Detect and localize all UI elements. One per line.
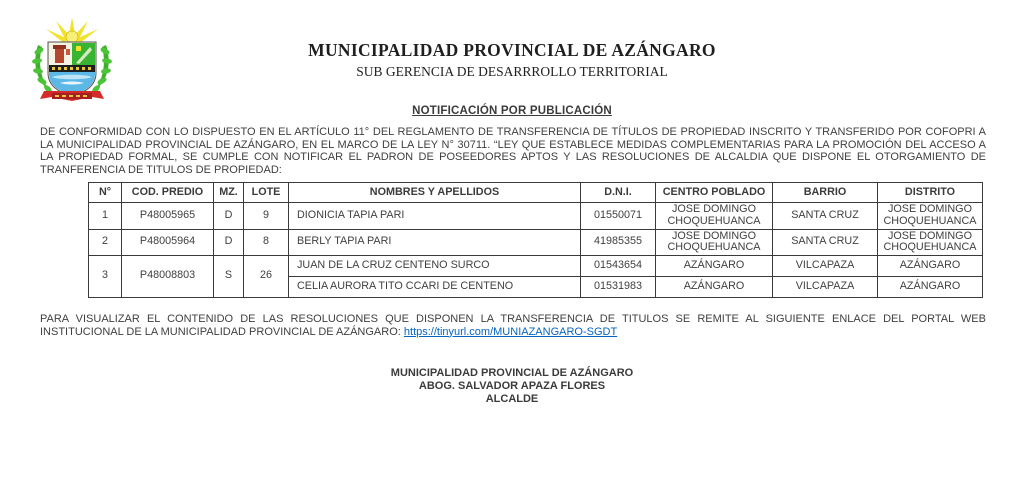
- col-header-cod-predio: COD. PREDIO: [122, 183, 214, 203]
- cell-lote: 26: [244, 255, 289, 297]
- signature-entity: MUNICIPALIDAD PROVINCIAL DE AZÁNGARO: [390, 367, 634, 380]
- document-header: [0, 0, 1024, 80]
- col-header-lote: LOTE: [244, 183, 289, 203]
- cell-nombre: CELIA AURORA TITO CCARI DE CENTENO: [289, 276, 581, 297]
- cell-barrio: SANTA CRUZ: [773, 203, 878, 229]
- cell-nombre: DIONICIA TAPIA PARI: [289, 203, 581, 229]
- col-header-barrio: BARRIO: [773, 183, 878, 203]
- cell-barrio: SANTA CRUZ: [773, 229, 878, 255]
- cell-lote: 9: [244, 203, 289, 229]
- table-row: [89, 229, 983, 255]
- cell-dni: 01550071: [581, 203, 656, 229]
- page-title: MUNICIPALIDAD PROVINCIAL DE AZÁNGARO: [308, 40, 716, 60]
- footer-paragraph: [40, 313, 986, 339]
- col-header-mz: MZ.: [214, 183, 244, 203]
- cell-dni: 41985355: [581, 229, 656, 255]
- cell-mz: S: [214, 255, 244, 297]
- cell-nombre: JUAN DE LA CRUZ CENTENO SURCO: [289, 255, 581, 276]
- footer-text: PARA VISUALIZAR EL CONTENIDO DE LAS RESOLUCIONES QUE DISPONEN LA TRANSFERENCIA DE TITULOS SE REMITE AL SIGUIENTE ENLACE DEL PORTAL WEB INSTITUCIONAL DE LA MUNICIPALIDAD PROVINCIAL DE AZÁNGARO:: [40, 312, 986, 338]
- portal-link[interactable]: https://tinyurl.com/MUNIAZANGARO-SGDT: [403, 325, 618, 338]
- col-header-centro-poblado: CENTRO POBLADO: [656, 183, 773, 203]
- table-row: [89, 255, 983, 276]
- cell-centro-poblado: JOSE DOMINGO CHOQUEHUANCA: [656, 229, 773, 255]
- table-header-row: [89, 183, 983, 203]
- page-subtitle: SUB GERENCIA DE DESARRROLLO TERRITORIAL: [356, 64, 668, 79]
- padron-table: [88, 182, 983, 297]
- cell-n: 2: [89, 229, 122, 255]
- notice-heading: NOTIFICACIÓN POR PUBLICACIÓN: [412, 105, 612, 117]
- col-header-dni: D.N.I.: [581, 183, 656, 203]
- col-header-distrito: DISTRITO: [878, 183, 983, 203]
- cell-barrio: VILCAPAZA: [773, 276, 878, 297]
- cell-mz: D: [214, 203, 244, 229]
- cell-dni: 01531983: [581, 276, 656, 297]
- cell-distrito: AZÁNGARO: [878, 276, 983, 297]
- intro-paragraph: DE CONFORMIDAD CON LO DISPUESTO EN EL ARTÍCULO 11° DEL REGLAMENTO DE TRANSFERENCIA DE TÍTULOS DE PROPIEDAD INSCRITO Y TRANSFERIDO POR COFOPRI A LA MUNICIPALIDAD PROVINCIAL DE AZÁNGARO, EN EL MARCO DE LA LEY N° 30711. “LEY QUE ESTABLECE MEDIDAS COMPLEMENTARIAS PARA LA PROMOCIÓN DEL ACCESO A LA PROPIEDAD FORMAL, SE CUMPLE CON NOTIFICAR EL PADRON DE POSEEDORES APTOS Y LAS RESOLUCIONES DE ALCALDIA QUE DISPONE EL OTORGAMIENTO DE TRANFERENCIA DE TITULOS DE PROPIEDAD:: [40, 126, 986, 176]
- cell-distrito: AZÁNGARO: [878, 255, 983, 276]
- cell-centro-poblado: JOSE DOMINGO CHOQUEHUANCA: [656, 203, 773, 229]
- cell-distrito: JOSE DOMINGO CHOQUEHUANCA: [878, 229, 983, 255]
- signature-role: ALCALDE: [485, 393, 539, 406]
- signature-block: [0, 367, 1024, 406]
- cell-centro-poblado: AZÁNGARO: [656, 255, 773, 276]
- cell-dni: 01543654: [581, 255, 656, 276]
- cell-n: 3: [89, 255, 122, 297]
- col-header-nombres: NOMBRES Y APELLIDOS: [289, 183, 581, 203]
- cell-centro-poblado: AZÁNGARO: [656, 276, 773, 297]
- municipality-logo-icon: [26, 15, 118, 107]
- cell-barrio: VILCAPAZA: [773, 255, 878, 276]
- signature-name: ABOG. SALVADOR APAZA FLORES: [418, 380, 606, 393]
- cell-lote: 8: [244, 229, 289, 255]
- col-header-n: N°: [89, 183, 122, 203]
- cell-cod-predio: P48008803: [122, 255, 214, 297]
- cell-cod-predio: P48005965: [122, 203, 214, 229]
- cell-cod-predio: P48005964: [122, 229, 214, 255]
- cell-nombre: BERLY TAPIA PARI: [289, 229, 581, 255]
- cell-n: 1: [89, 203, 122, 229]
- cell-mz: D: [214, 229, 244, 255]
- table-row: [89, 203, 983, 229]
- cell-distrito: JOSE DOMINGO CHOQUEHUANCA: [878, 203, 983, 229]
